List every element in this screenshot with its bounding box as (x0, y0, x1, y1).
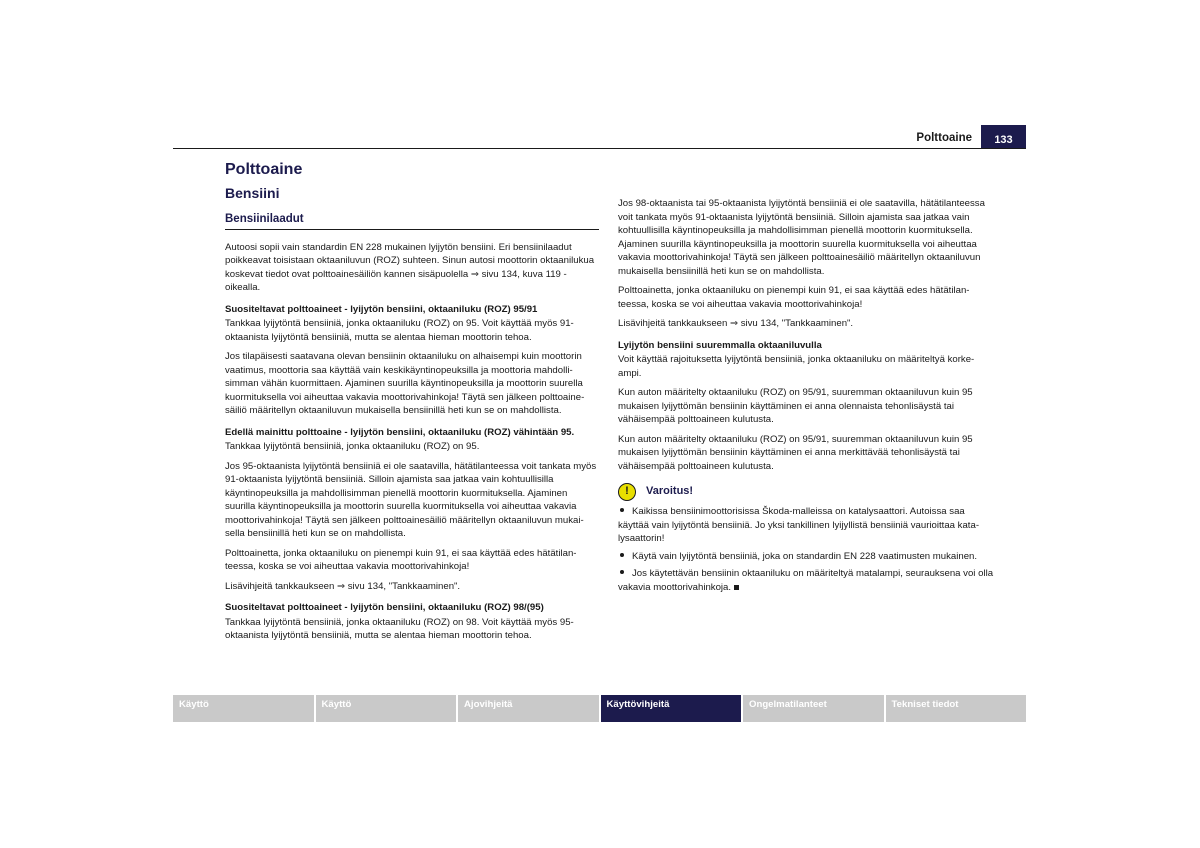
paragraph: Tankkaa lyijytöntä bensiiniä, jonka oktaaniluku (ROZ) on 98. Voit käyttää myös 95-oktaanista lyijytöntä bensiiniä, mutta se alentaa hieman moottorin tehoa. (225, 616, 574, 641)
tab-ajovihjeita[interactable]: Ajovihjeitä (458, 695, 599, 722)
paragraph: Jos 95-oktaanista lyijytöntä bensiiniä ei ole saatavilla, hätätilanteessa voit tankata myös 91-oktaanista lyijytöntä bensiiniä. Silloin ajamista saa jatkaa vain kohtuullisilla käyntinopeuksilla ja mahdollisimman pienellä moottorin kuormituksella. Ajaminen suurilla käyntinopeuksilla ja moottorin suurella kuormituksella voi aiheuttaa vakavia moottorivahinkoja! Täytä sen jälkeen polttoainesäiliö määritellyn oktaaniluvun mukaisella bensiinillä heti kun se on mahdollista. (225, 460, 597, 539)
page-title: Polttoaine (225, 161, 303, 178)
paragraph: Tankkaa lyijytöntä bensiiniä, jonka oktaaniluku (ROZ) on 95. Voit käyttää myös 91-oktaanista lyijytöntä bensiiniä, mutta se alentaa hieman moottorin tehoa. (225, 318, 574, 343)
warning-item: Kaikissa bensiinimoottorisissa Škoda-malleissa on katalysaattori. Autoissa saa käyttää vain lyijytöntä bensiiniä. Jo yksi tankillinen lyijyllistä bensiiniä vaurioittaa katalysaattorin! (618, 506, 980, 544)
warning-title: Varoitus! (646, 485, 694, 498)
section-title: Bensiini (225, 184, 280, 201)
cross-reference[interactable]: Lisävihjeitä tankkaukseen ⇒ sivu 134, "Tankkaaminen". (225, 580, 461, 592)
tab-kaytto-2[interactable]: Käyttö (316, 695, 457, 722)
tab-kaytto-1[interactable]: Käyttö (173, 695, 314, 722)
tab-kayttovihjeita[interactable]: Käyttövihjeitä (601, 695, 742, 722)
bullet-icon (620, 553, 624, 557)
paragraph: Voit käyttää rajoituksetta lyijytöntä bensiiniä, jonka oktaaniluku on määriteltyä korkeampi. (618, 354, 975, 379)
page-number: 133 (981, 125, 1026, 149)
subsection-title: Bensiinilaadut (225, 213, 599, 230)
right-column (618, 197, 994, 598)
cross-reference[interactable]: Lisävihjeitä tankkaukseen ⇒ sivu 134, "Tankkaaminen". (618, 318, 854, 329)
chapter-tabs (173, 695, 1026, 722)
warning-header (618, 483, 994, 501)
bullet-icon (620, 508, 624, 512)
paragraph: Kun auton määritelty oktaaniluku (ROZ) on 95/91, suuremman oktaaniluvun kuin 95 mukaisen lyijyttömän bensiinin käyttäminen ei anna olennaista tehonlisäystä tai vähäisempää polttoaineen kulutusta. (618, 387, 973, 425)
subheading: Edellä mainittu polttoaine - lyijytön bensiini, oktaaniluku (ROZ) vähintään 95. (225, 426, 575, 438)
subheading: Suositeltavat polttoaineet - lyijytön bensiini, oktaaniluku (ROZ) 95/91 (225, 303, 538, 315)
warning-item: Jos käytettävän bensiinin oktaaniluku on määriteltyä matalampi, seurauksena voi olla vakavia moottorivahinkoja. (618, 568, 994, 593)
tab-ongelmatilanteet[interactable]: Ongelmatilanteet (743, 695, 884, 722)
left-column (225, 163, 599, 649)
paragraph: Autoosi sopii vain standardin EN 228 mukainen lyijytön bensiini. Eri bensiinilaadut poikkeavat toisistaan oktaaniluvun (ROZ) suhteen. Sinun autosi moottorin oktaanilukua koskevat tiedot ovat polttoainesäiliön kannen sisäpuolella ⇒ sivu 134, kuva 119 - oikealla. (225, 241, 595, 293)
warning-list (618, 505, 994, 594)
paragraph: Polttoainetta, jonka oktaaniluku on pienempi kuin 91, ei saa käyttää edes hätätilanteessa, koska se voi aiheuttaa vakavia moottorivahinkoja! (618, 285, 970, 310)
warning-icon: ! (618, 483, 636, 501)
warning-item: Käytä vain lyijytöntä bensiiniä, joka on standardin EN 228 vaatimusten mukainen. (618, 550, 994, 564)
tab-tekniset-tiedot[interactable]: Tekniset tiedot (886, 695, 1027, 722)
end-mark-icon (734, 585, 739, 590)
paragraph: Jos tilapäisesti saatavana olevan bensiinin oktaaniluku on alhaisempi kuin moottorin vaatimus, moottoria saa käyttää vain keskikäyntinopeuksilla ja moottoria mahdollisimman vähän kuormittaen. Ajaminen suurilla käyntinopeuksilla ja moottorin suurella kuormituksella voi aiheuttaa vakavia moottorivahinkoja! Täytä sen jälkeen polttoainesäiliö määritellyn oktaaniluvun mukaisella bensiinillä heti kun se on mahdollista. (225, 351, 585, 416)
paragraph: Polttoainetta, jonka oktaaniluku on pienempi kuin 91, ei saa käyttää edes hätätilanteessa, koska se voi aiheuttaa vakavia moottorivahinkoja! (225, 547, 577, 572)
paragraph: Kun auton määritelty oktaaniluku (ROZ) on 95/91, suuremman oktaaniluvun kuin 95 mukaisen lyijyttömän bensiinin käyttäminen ei anna merkittävää tehonlisäystä tai vähäisempää polttoaineen kulutusta. (618, 433, 973, 472)
bullet-icon (620, 570, 624, 574)
running-header-title: Polttoaine (916, 132, 972, 144)
subheading: Lyijytön bensiini suuremmalla oktaaniluvulla (618, 339, 822, 351)
header-rule (173, 148, 1026, 149)
paragraph: Jos 98-oktaanista tai 95-oktaanista lyijytöntä bensiiniä ei ole saatavilla, hätätilanteessa voit tankata myös 91-oktaanista lyijytöntä bensiiniä. Silloin ajamista saa jatkaa vain kohtuullisilla käyntinopeuksilla ja mahdollisimman pienellä moottorin kuormituksella. Ajaminen suurilla käyntinopeuksilla ja moottorin suurella kuormituksella voi aiheuttaa vakavia moottorivahinkoja! Täytä sen jälkeen polttoainesäiliö määritellyn oktaaniluvun mukaisella bensiinillä heti kun se on mahdollista. (618, 198, 985, 277)
subheading: Suositeltavat polttoaineet - lyijytön bensiini, oktaaniluku (ROZ) 98/(95) (225, 602, 544, 613)
paragraph: Tankkaa lyijytöntä bensiiniä, jonka oktaaniluku (ROZ) on 95. (225, 441, 480, 452)
